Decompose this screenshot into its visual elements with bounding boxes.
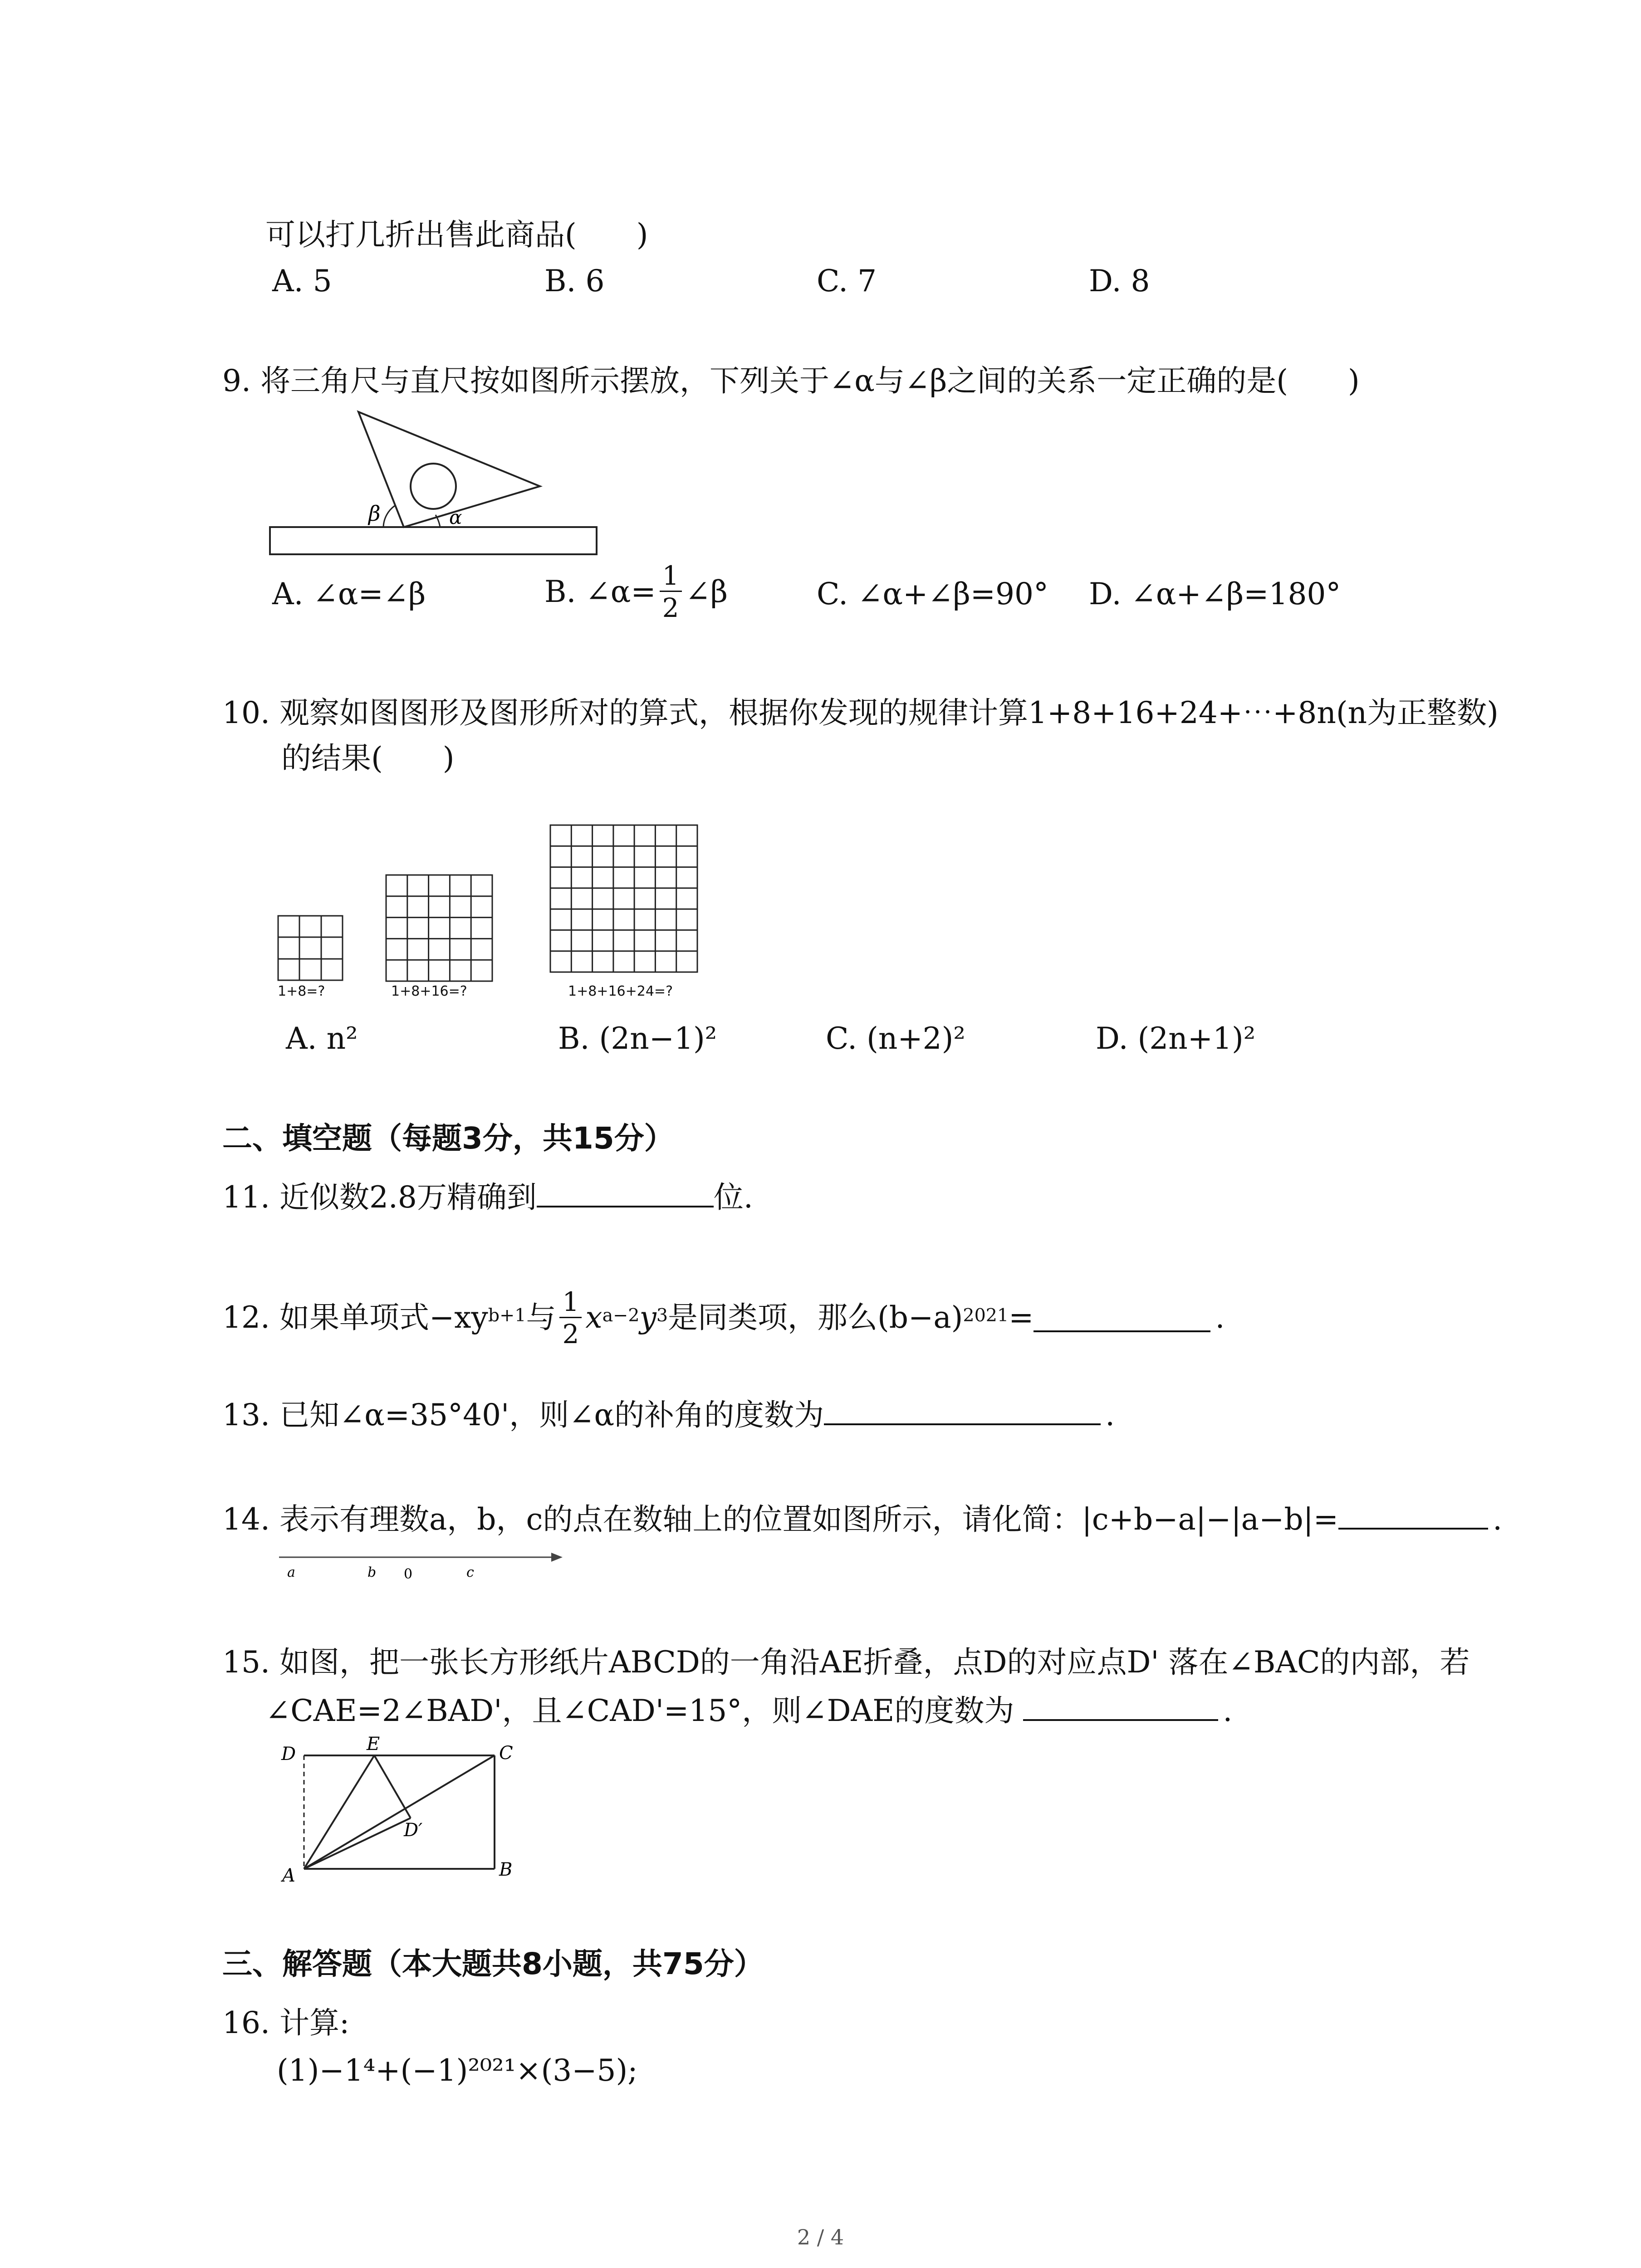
q10-stem-line2: 的结果( ) <box>281 741 455 776</box>
triangle-hole-shape <box>411 464 456 509</box>
axis-label-b: b <box>367 1564 377 1580</box>
q10-option-b: B. (2n−1)² <box>558 1021 717 1056</box>
q14-number-line <box>279 1550 565 1582</box>
beta-label: β <box>368 501 381 526</box>
q16-part1: (1)−1⁴+(−1)²⁰²¹×(3−5); <box>277 2053 638 2088</box>
q12-stem-start: 12. 如果单项式−xy <box>222 1300 488 1335</box>
q9-option-c: C. ∠α+∠β=90° <box>817 577 1049 611</box>
q8-stem-tail: 可以打几折出售此商品( ) <box>265 217 648 252</box>
q9-option-b-tail: ∠β <box>685 574 728 609</box>
q8-option-a: A. 5 <box>272 264 332 298</box>
q12-exp-2021: 2021 <box>963 1305 1009 1326</box>
q12-x: x <box>585 1300 603 1335</box>
label-D: D <box>281 1744 296 1765</box>
q12-exp-b-plus-1: b+1 <box>488 1305 526 1326</box>
q10-option-c: C. (n+2)² <box>826 1021 965 1056</box>
q15-answer-blank[interactable] <box>1023 1719 1218 1721</box>
q9-option-b <box>544 562 728 621</box>
q13-stem: 13. 已知∠α=35°40'，则∠α的补角的度数为 <box>222 1398 824 1432</box>
q15-stem-line2: ∠CAE=2∠BAD'，且∠CAD'=15°，则∠DAE的度数为 <box>265 1693 1014 1728</box>
q12-exp-a-minus-2: a−2 <box>602 1305 640 1326</box>
q11-stem-end: 位. <box>713 1180 753 1215</box>
label-E: E <box>367 1734 380 1755</box>
q15-end: . <box>1223 1693 1233 1728</box>
q10-caption-3: 1+8+16+24=? <box>568 983 673 999</box>
q12-end: . <box>1215 1300 1225 1335</box>
axis-label-0: 0 <box>404 1566 413 1582</box>
q12-exp-3: 3 <box>656 1305 668 1326</box>
q8-option-b: B. 6 <box>544 264 605 298</box>
label-D-prime: D′ <box>404 1820 423 1841</box>
q12-stem-middle: 是同类项，那么(b−a) <box>668 1300 963 1335</box>
section-3-heading: 三、解答题（本大题共8小题，共75分） <box>222 1946 764 1981</box>
q14-stem: 14. 表示有理数a，b，c的点在数轴上的位置如图所示，请化简：|c+b−a|−|a−b|= <box>222 1502 1339 1537</box>
q12-fraction <box>559 1286 582 1349</box>
fraction-numerator: 1 <box>559 1289 582 1318</box>
q10-grid-3x3 <box>278 915 343 981</box>
q13-answer-blank[interactable] <box>824 1423 1101 1425</box>
q10-option-a: A. n² <box>286 1021 358 1056</box>
q10-grid-5x5 <box>386 875 493 982</box>
q15-stem-line1: 15. 如图，把一张长方形纸片ABCD的一角沿AE折叠，点D的对应点D' 落在∠BAC的内部，若 <box>222 1645 1470 1680</box>
q9-stem: 9. 将三角尺与直尺按如图所示摆放，下列关于∠α与∠β之间的关系一定正确的是( ) <box>222 363 1360 398</box>
q11-line <box>222 1179 753 1216</box>
q12-equals: = <box>1009 1300 1034 1335</box>
q14-answer-blank[interactable] <box>1338 1528 1488 1530</box>
alpha-label: α <box>449 506 462 528</box>
q13-end: . <box>1105 1398 1115 1432</box>
q9-option-b-fraction <box>660 562 682 621</box>
q9-option-a: A. ∠α=∠β <box>272 577 426 611</box>
q12-and: 与 <box>526 1300 556 1335</box>
axis-label-a: a <box>287 1564 295 1580</box>
q14-line <box>222 1501 1502 1538</box>
q8-option-c: C. 7 <box>817 264 877 298</box>
q12-y: y <box>639 1300 656 1335</box>
label-C: C <box>499 1743 513 1764</box>
q11-stem: 11. 近似数2.8万精确到 <box>222 1180 537 1215</box>
q10-option-d: D. (2n+1)² <box>1096 1021 1256 1056</box>
segment-ED-prime <box>374 1755 411 1818</box>
q9-option-b-text: B. ∠α= <box>544 574 656 609</box>
q15-line2 <box>265 1693 1232 1729</box>
fraction-denominator: 2 <box>662 592 679 623</box>
q12-answer-blank[interactable] <box>1034 1303 1210 1332</box>
q11-answer-blank[interactable] <box>537 1206 714 1207</box>
fraction-numerator: 1 <box>660 562 682 592</box>
q16-title: 16. 计算: <box>222 2005 350 2040</box>
q12-line <box>222 1288 1225 1347</box>
q10-grid-7x7 <box>550 825 698 973</box>
q9-figure <box>268 404 603 558</box>
ruler-shape <box>270 527 597 554</box>
axis-label-c: c <box>466 1564 474 1580</box>
q10-caption-1: 1+8=? <box>278 983 325 999</box>
q13-line <box>222 1397 1115 1433</box>
fraction-denominator: 2 <box>562 1318 579 1349</box>
section-2-heading: 二、填空题（每题3分，共15分） <box>222 1121 674 1156</box>
label-A: A <box>282 1865 295 1886</box>
q8-option-d: D. 8 <box>1089 264 1150 298</box>
q14-end: . <box>1493 1502 1503 1537</box>
q10-caption-2: 1+8+16=? <box>391 983 467 999</box>
label-B: B <box>499 1859 513 1880</box>
q10-stem-line1: 10. 观察如图图形及图形所对的算式，根据你发现的规律计算1+8+16+24+⋯+8n(n为正整数) <box>222 695 1499 730</box>
segment-AC <box>304 1755 495 1869</box>
page-number: 2 / 4 <box>797 2225 844 2249</box>
q9-option-d: D. ∠α+∠β=180° <box>1089 577 1341 611</box>
beta-arc <box>383 506 395 527</box>
q15-figure <box>272 1734 526 1905</box>
